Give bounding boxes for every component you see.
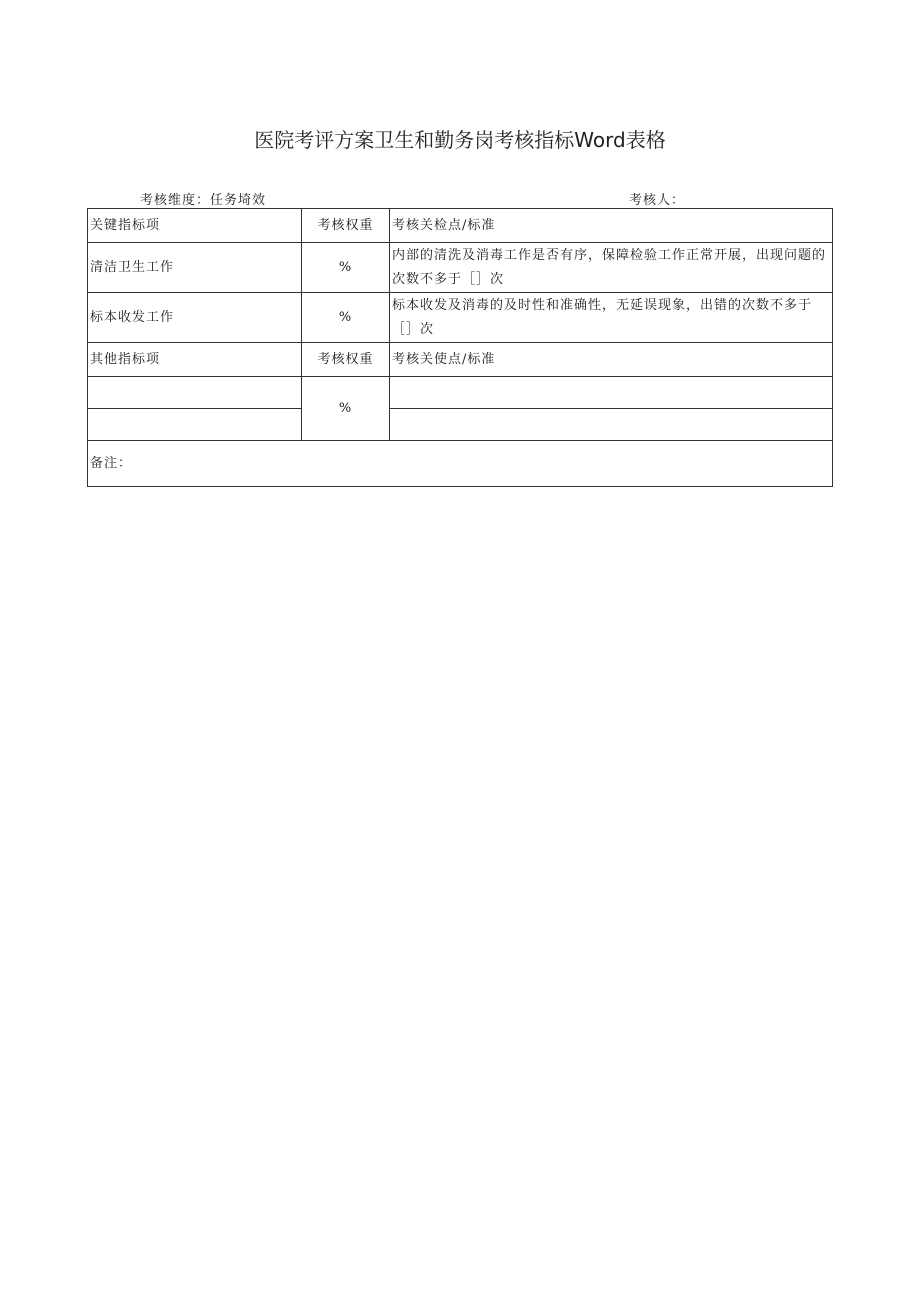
table-row	[88, 377, 833, 409]
other-header-row	[88, 343, 833, 377]
other-item-cell	[88, 409, 302, 441]
note-cell: 备注：	[88, 441, 833, 487]
other-weight-header: 考核权重	[302, 343, 390, 377]
key-item-cell: 标本收发工作	[88, 293, 302, 343]
other-item-cell	[88, 377, 302, 409]
table-row	[88, 409, 833, 441]
assessment-table	[87, 208, 833, 487]
other-item-header: 其他指标项	[88, 343, 302, 377]
key-header-row	[88, 209, 833, 243]
other-criteria-header: 考核关使点/标准	[390, 343, 833, 377]
key-item-cell: 清洁卫生工作	[88, 243, 302, 293]
table-row	[88, 293, 833, 343]
other-criteria-cell	[390, 377, 833, 409]
assessment-dimension-label: 考核维度：任务埼效	[140, 193, 267, 208]
other-weight-cell: %	[302, 377, 390, 441]
other-criteria-cell	[390, 409, 833, 441]
table-row	[88, 243, 833, 293]
key-criteria-header: 考核关检点/标准	[390, 209, 833, 243]
key-weight-cell: %	[302, 293, 390, 343]
key-weight-header: 考核权重	[302, 209, 390, 243]
key-weight-cell: %	[302, 243, 390, 293]
key-criteria-cell: 内部的清洗及消毒工作是否有序，保障检验工作正常开展，出现问题的次数不多于［］次	[390, 243, 833, 293]
page-title: 医院考评方案卫生和勤务岗考核指标Word表格	[254, 128, 666, 152]
key-item-header: 关键指标项	[88, 209, 302, 243]
key-criteria-cell: 标本收发及消毒的及时性和准确性，无延误现象，出错的次数不多于［］次	[390, 293, 833, 343]
assessor-label: 考核人：	[629, 193, 686, 208]
note-row	[88, 441, 833, 487]
